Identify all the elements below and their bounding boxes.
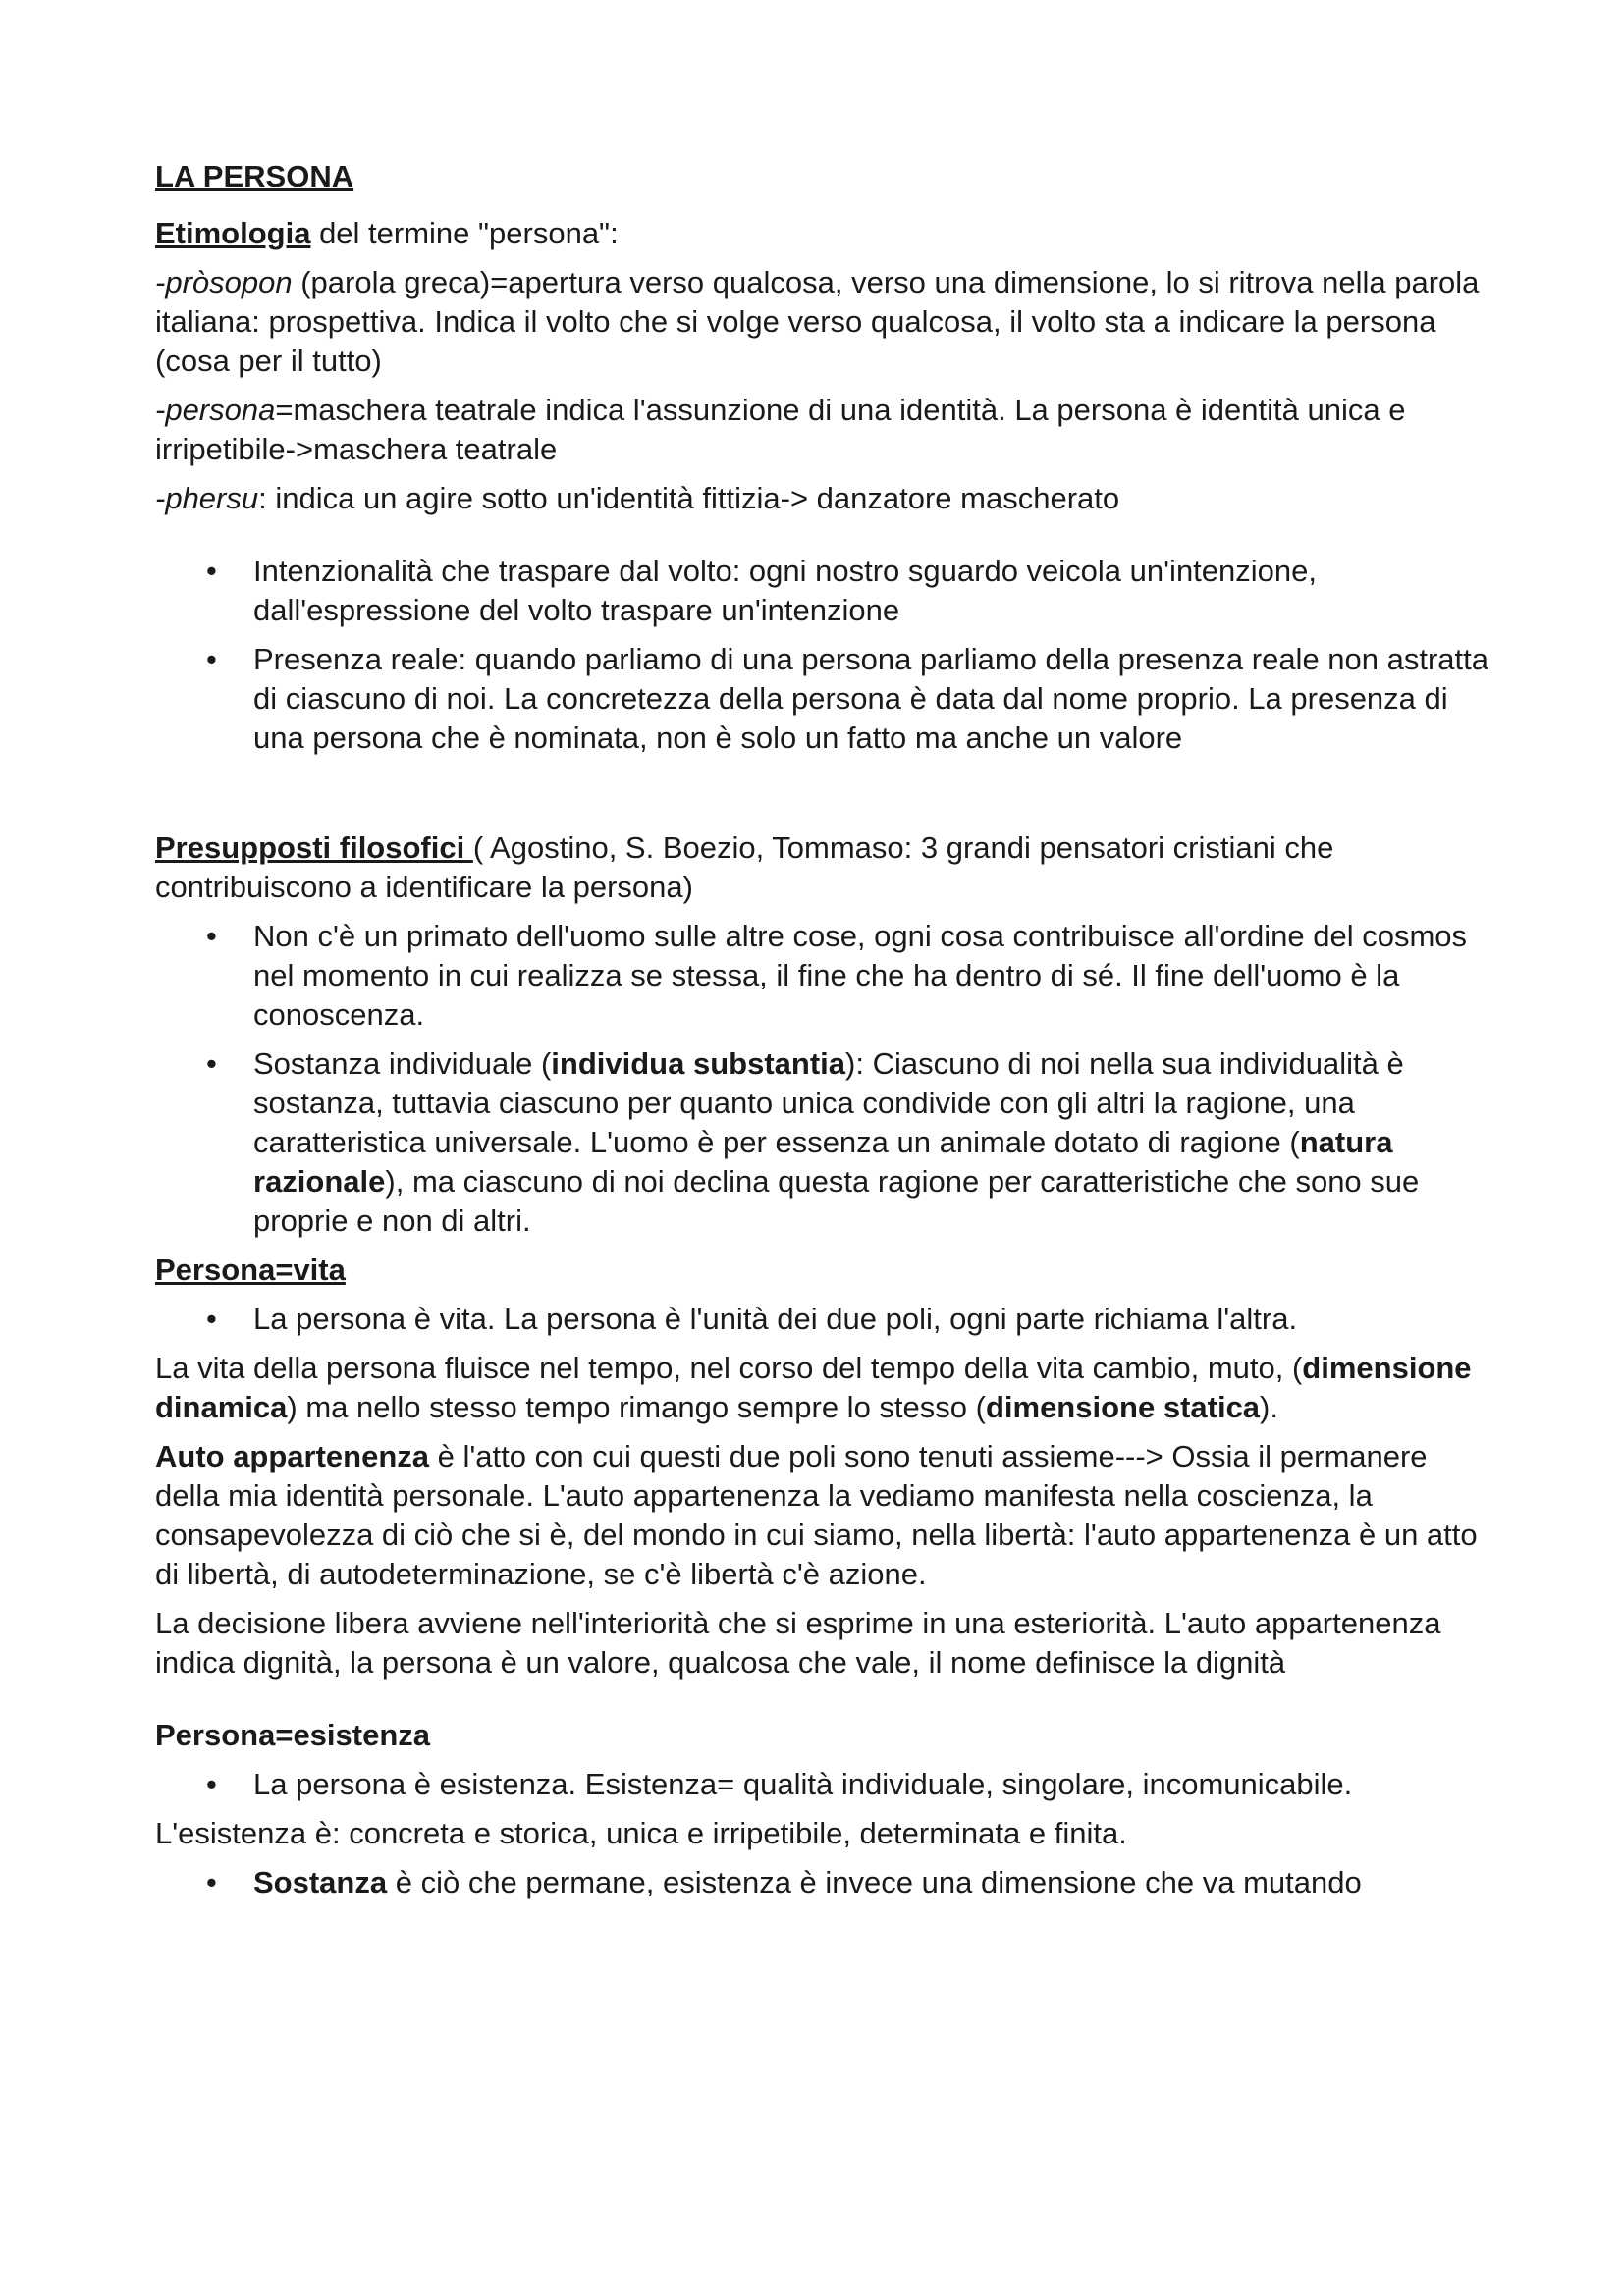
esistenza-paragraph: L'esistenza è: concreta e storica, unica e irripetibile, determinata e finita. — [155, 1816, 1127, 1850]
etimologia-intro: Etimologia del termine "persona": — [155, 216, 619, 250]
vita-paragraph-3: La decisione libera avviene nell'interiorità che si esprime in una esteriorità. L'auto appartenenza indica dignità, la persona è un valore, qualcosa che vale, il nome definisce la dignità — [155, 1606, 1441, 1680]
esistenza-bullets — [155, 1765, 1490, 1804]
list-item: • Sostanza è ciò che permane, esistenza è invece una dimensione che va mutando — [155, 1863, 1490, 1902]
presupposti-heading: Presupposti filosofici — [155, 830, 473, 865]
etimologia-heading: Etimologia — [155, 216, 311, 250]
etimologia-phersu: -phersu: indica un agire sotto un'identità fittizia-> danzatore mascherato — [155, 481, 1120, 515]
list-item: • Presenza reale: quando parliamo di una persona parliamo della presenza reale non astratta di ciascuno di noi. La concretezza della persona è data dal nome proprio. La presenza di una persona che è nominata, non è solo un fatto ma anche un valore — [206, 642, 1489, 755]
vita-paragraph-1: La vita della persona fluisce nel tempo, nel corso del tempo della vita cambio, muto, (dimensione dinamica) ma nello stesso tempo rimango sempre lo stesso (dimensione statica). — [155, 1351, 1472, 1424]
page-title: LA PERSONA — [155, 159, 354, 193]
bullet-icon: • — [206, 919, 217, 953]
presupposti-intro: Presupposti filosofici ( Agostino, S. Boezio, Tommaso: 3 grandi pensatori cristiani che contribuiscono a identificare la persona) — [155, 830, 1334, 904]
list-item: • La persona è vita. La persona è l'unità dei due poli, ogni parte richiama l'altra. — [155, 1300, 1490, 1339]
bullet-icon: • — [206, 1302, 217, 1336]
etimologia-persona: -persona=maschera teatrale indica l'assunzione di una identità. La persona è identità unica e irripetibile->maschera teatrale — [155, 393, 1406, 466]
vita-bullets — [155, 1300, 1490, 1339]
etimologia-bullets — [155, 552, 1490, 758]
vita-paragraph-2: Auto appartenenza è l'atto con cui questi due poli sono tenuti assieme---> Ossia il permanere della mia identità personale. L'auto appartenenza la vediamo manifesta nella coscienza, la consapevolezza di ciò che si è, del mondo in cui siamo, nella libertà: l'auto appartenenza è un atto di libertà, di autodeterminazione, se c'è libertà c'è azione. — [155, 1439, 1478, 1591]
esistenza-heading: Persona=esistenza — [155, 1718, 431, 1752]
list-item: • La persona è esistenza. Esistenza= qualità individuale, singolare, incomunicabile. — [155, 1765, 1490, 1804]
bullet-icon: • — [206, 1046, 217, 1081]
document-page — [155, 145, 1490, 1912]
list-item: • Sostanza individuale (individua substantia): Ciascuno di noi nella sua individualità è sostanza, tuttavia ciascuno per quanto unica condivide con gli altri la ragione, una caratteristica universale. L'uomo è per essenza un animale dotato di ragione (natura razionale), ma ciascuno di noi declina questa ragione per caratteristiche che sono sue proprie e non di altri. — [206, 1046, 1420, 1238]
bullet-icon: • — [206, 642, 217, 676]
etimologia-prosopon: -pròsopon (parola greca)=apertura verso qualcosa, verso una dimensione, lo si ritrova nella parola italiana: prospettiva. Indica il volto che si volge verso qualcosa, il volto sta a indicare la persona (cosa per il tutto) — [155, 265, 1480, 378]
list-item: • Non c'è un primato dell'uomo sulle altre cose, ogni cosa contribuisce all'ordine del cosmos nel momento in cui realizza se stessa, il fine che ha dentro di sé. Il fine dell'uomo è la conoscenza. — [206, 919, 1468, 1032]
list-item: • Intenzionalità che traspare dal volto: ogni nostro sguardo veicola un'intenzione, dall'espressione del volto traspare un'intenzione — [206, 554, 1318, 627]
bullet-icon: • — [206, 1865, 217, 1899]
presupposti-bullets — [155, 917, 1490, 1241]
bullet-icon: • — [206, 1767, 217, 1801]
bullet-icon: • — [206, 554, 217, 588]
esistenza-bullets-2 — [155, 1863, 1490, 1902]
vita-heading: Persona=vita — [155, 1253, 346, 1287]
